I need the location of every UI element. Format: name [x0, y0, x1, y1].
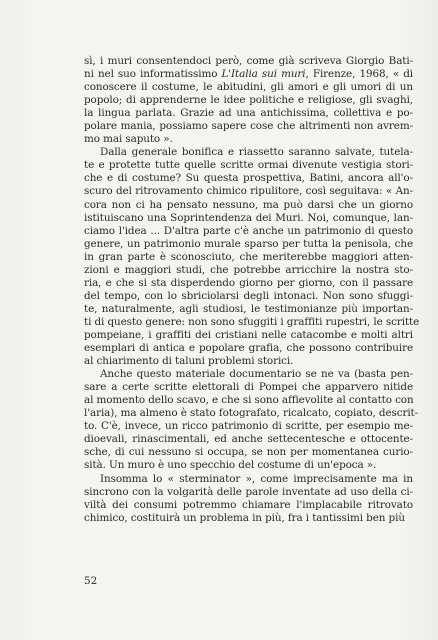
text-line: Anche questo materiale documentario se ne va (basta pen- — [100, 368, 413, 381]
book-title-italic: L'Italia sui muri — [221, 68, 306, 81]
page-number: 52 — [84, 575, 98, 587]
text-line: dioevali, rinascimentali, ed anche settecentesche e ottocente- — [84, 433, 413, 446]
paragraph — [84, 368, 419, 472]
text-line: to. C'è, invece, un ricco patrimonio di scritte, per esempio me- — [84, 420, 413, 433]
text-line: del tempo, con lo sbriciolarsi degli intonaci. Non sono sfuggi- — [84, 289, 413, 302]
text-line: al momento dello scavo, e che si sono affievolite al contatto con — [84, 394, 414, 407]
text-line: che e di costume? Su questa prospettiva, Batini, ancora all'o- — [84, 172, 413, 185]
text-line: ciamo l'idea ... D'altra parte c'è anche un patrimonio di questo — [84, 224, 413, 237]
text-line: sche, di cui nessuno si occupa, se non per momentanea curio- — [84, 446, 413, 459]
text-line: pompeiane, i graffiti dei cristiani nelle catacombe e molti altri — [84, 328, 413, 341]
text-line: l'aria), ma almeno è stato fotografato, ricalcato, copiato, descrit- — [84, 407, 419, 420]
text-line: ti di questo genere: non sono sfuggiti i graffiti rupestri, le scritte — [84, 315, 420, 328]
text-line: polare mania, possiamo sapere cose che altrimenti non avrem- — [84, 120, 413, 133]
text-line: popolo; di apprenderne le idee politiche e religiose, gli svaghi, — [84, 94, 413, 107]
paragraph — [84, 473, 413, 525]
text-line: zioni e maggiori studi, che potrebbe arricchire la nostra sto- — [84, 263, 413, 276]
text-line: cora non ci ha pensato nessuno, ma può darsi che un giorno — [84, 198, 413, 211]
text-line: sì, i muri consentendoci però, come già scriveva Giorgio Bati- — [84, 55, 413, 67]
text-line: viltà dei consumi potremmo chiamare l'implacabile ritrovato — [84, 498, 413, 511]
paragraph — [84, 146, 420, 368]
text-line: chimico, costituirà un problema in più, fra i tantissimi ben più — [84, 511, 405, 524]
text-line: scuro del ritrovamento chimico ripulitore, così seguitava: « An- — [84, 185, 413, 198]
text-line: mo mai saputo ». — [84, 133, 173, 146]
text-line: te, naturalmente, agli studiosi, le testimonianze più importan- — [84, 302, 413, 315]
paragraph — [84, 55, 413, 146]
text-line: sità. Un muro è uno specchio del costume di un'epoca ». — [84, 459, 377, 472]
text-line: Insomma lo « sterminator », come imprecisamente ma in — [100, 472, 413, 485]
text-line: istituiscano una Soprintendenza dei Muri. Noi, comunque, lan- — [84, 211, 413, 224]
text-line: genere, un patrimonio murale sparso per tutta la penisola, che — [84, 237, 413, 250]
text-line: la lingua parlata. Grazie ad una antichissima, collettiva e po- — [84, 107, 413, 120]
text-line: ria, e che si sta disperdendo giorno per giorno, con il passare — [84, 276, 413, 289]
text-line: in gran parte è sconosciuto, che meriterebbe maggiori atten- — [84, 250, 413, 263]
text-line: te e protette tutte quelle scritte ormai divenute vestigia stori- — [84, 159, 413, 172]
text-line: sare a certe scritte elettorali di Pompei che apparvero nitide — [84, 381, 413, 394]
text-line: sincrono con la volgarità delle parole inventate ad uso della ci- — [84, 485, 413, 498]
text-line: conoscere il costume, le abitudini, gli amori e gli umori di un — [84, 81, 413, 94]
body-text — [84, 55, 420, 525]
text-line: esemplari di antica e popolare grafia, che possono contribuire — [84, 342, 413, 355]
text-line: ni nel suo informatissimo L'Italia sui muri, Firenze, 1968, « di — [84, 68, 413, 81]
text-line: al chiarimento di taluni problemi storici. — [84, 355, 294, 368]
text-line: Dalla generale bonifica e riassetto saranno salvate, tutela- — [100, 146, 413, 159]
